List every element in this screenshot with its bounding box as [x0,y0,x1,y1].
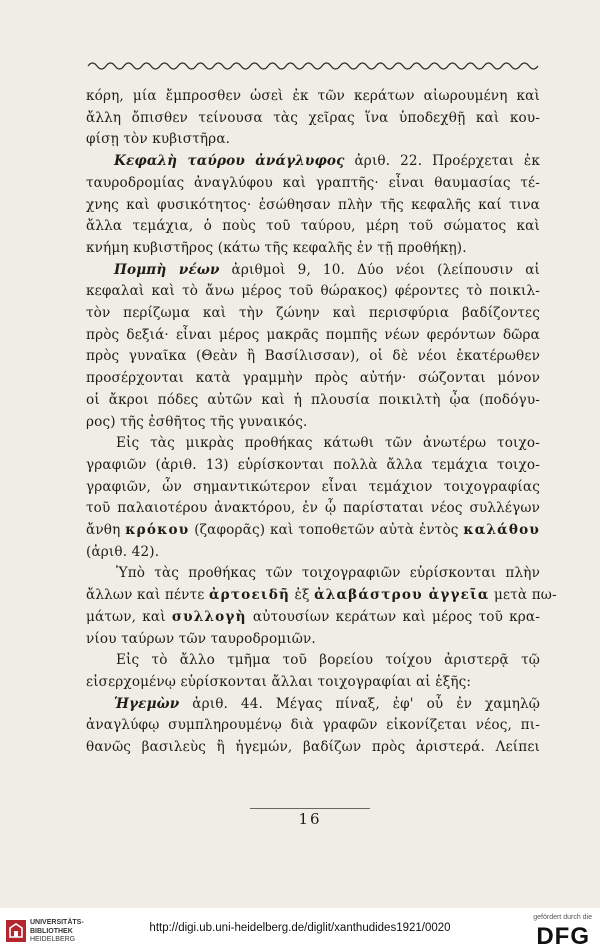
library-name: UNIVERSITÄTS- BIBLIOTHEK HEIDELBERG [30,919,84,943]
text-line: πρὸς γυναῖκα (Θεὰν ἢ Βασίλισσαν), οἱ δὲ νέοι ἑκατέρωθεν [86,348,540,365]
section-heading: Ἡγεμὼν [114,695,180,712]
viewer-footer [0,908,600,952]
dfg-logo[interactable]: DFG [536,923,590,950]
text-line: φίσῃ τὸν κυβιστῆρα. [86,131,231,148]
section-heading: Πομπὴ νέων [114,261,220,278]
text-line: (ἀριθ. 42). [86,543,160,560]
text-line: εἰσερχομένῳ εὑρίσκονται ἄλλαι τοιχογραφίαι αἱ ἑξῆς: [86,673,472,690]
text-line: προσέρχονται κατὰ γραμμὴν πρὸς αὐτήν· σώζονται μόνον [86,370,540,387]
text-line: τοῦ παλαιοτέρου ἀνακτόρου, ἐν ᾧ παρίσταται νέος συλλέγων [86,500,540,517]
text-line: κνήμη κυβιστῆρος (κάτω τῆς κεφαλῆς ἐν τῇ προθήκῃ). [86,239,467,256]
text-line: μάτων, καὶ συλλογὴ αὐτουσίων κεράτων καὶ μέρος τοῦ κρα- [86,608,540,625]
section-bull-head-line: Κεφαλὴ ταύρου ἀνάγλυφος ἀριθ. 22. Προέρχεται ἐκ [114,153,540,170]
text-line: κεφαλαὶ καὶ τὸ ἄνω μέρος τοῦ θώρακος) φέροντες τὸ ποικιλ- [86,283,540,300]
page-number: 16 [298,810,322,828]
text-line: ἀναγλύφῳ συμπληρουμένῳ διὰ γραφῶν εἰκονίζεται νέος, πι- [86,717,540,734]
text-line: ταυροδρομίας ἀναγλύφου καὶ γραπτῆς· εἶναι θαυμασίας τέ- [86,174,540,191]
section-leader-head-line: Ἡγεμὼν ἀριθ. 44. Μέγας πίναξ, ἐφ' οὗ ἐν χαμηλῷ [114,695,540,712]
text-line: ἄλλα τεμάχια, ὁ ποὺς τοῦ ταύρου, μέρη τοῦ σώματος καὶ [86,218,540,235]
section-heading: Κεφαλὴ ταύρου ἀνάγλυφος [114,153,345,170]
text-line: νίου ταύρων τῶν ταυροδρομιῶν. [86,630,316,647]
text-line: Εἰς τὰς μικρὰς προθήκας κάτωθι τῶν ἀνωτέρω τοιχο- [116,435,540,452]
permalink-url[interactable]: http://digi.ub.uni-heidelberg.de/diglit/xanthudides1921/0020 [149,922,451,934]
text-line: ρος) τῆς ἐσθῆτος τῆς γυναικός. [86,413,308,430]
text-line: Ὑπὸ τὰς προθήκας τῶν τοιχογραφιῶν εὑρίσκονται πλὴν [116,565,540,582]
body-text [86,86,557,759]
text-line: οἱ ἄκροι πόδες αὐτῶν καὶ ἡ πλουσία ποικιλτὴ ᾦα (ποδόγυ- [86,391,540,408]
text-line: γραφιῶν (ἀριθ. 13) εὑρίσκονται πολλὰ ἄλλα τεμάχια τοιχο- [86,456,540,473]
university-library-logo-icon[interactable] [6,920,26,942]
page-number-rule [250,808,370,809]
text-line: χνης καὶ φυσικότητος· ἐσώθησαν πλὴν τῆς κεφαλῆς καί τινα [86,196,540,213]
text-line: θανῶς βασιλεὺς ἢ ἡγεμών, βαδίζων πρὸς ἀριστερά. Λείπει [86,739,540,756]
wavy-ornament-rule [88,58,538,74]
text-line: Εἰς τὸ ἄλλο τμῆμα τοῦ βορείου τοίχου ἀριστερᾷ τῷ [116,652,540,669]
text-line: ἄλλων καὶ πέντε ἀρτοειδῆ ἐξ ἀλαβάστρου ἀγγεῖα μετὰ πω- [86,587,557,604]
text-line: ἄλλη ὄπισθεν τείνουσα τὰς χεῖρας ἵνα ὑποδεχθῇ καὶ κου- [86,109,540,126]
text-line: γραφιῶν, ὧν σημαντικώτερον εἶναι τεμάχιον τοιχογραφίας [86,478,540,495]
section-youths-head-line: Πομπὴ νέων ἀριθμοὶ 9, 10. Δύο νέοι (λείπουσιν αἱ [114,261,541,278]
funded-by-label: gefördert durch die [533,914,592,921]
text-line: πρὸς δεξιά· εἶναι μέρος μακρᾶς πομπῆς νέων φερόντων δῶρα [86,326,540,343]
text-line: ἄνθη κρόκου (ζαφορᾶς) καὶ τοποθετῶν αὐτὰ ἐντὸς καλάθου [86,522,541,539]
text-line: τὸν περίζωμα καὶ τὴν ζώνην καὶ περισφύρια βαδίζοντες [86,305,540,322]
text-line: κόρη, μία ἔμπροσθεν ὡσεὶ ἐκ τῶν κεράτων αἰωρουμένη καὶ [86,88,540,104]
